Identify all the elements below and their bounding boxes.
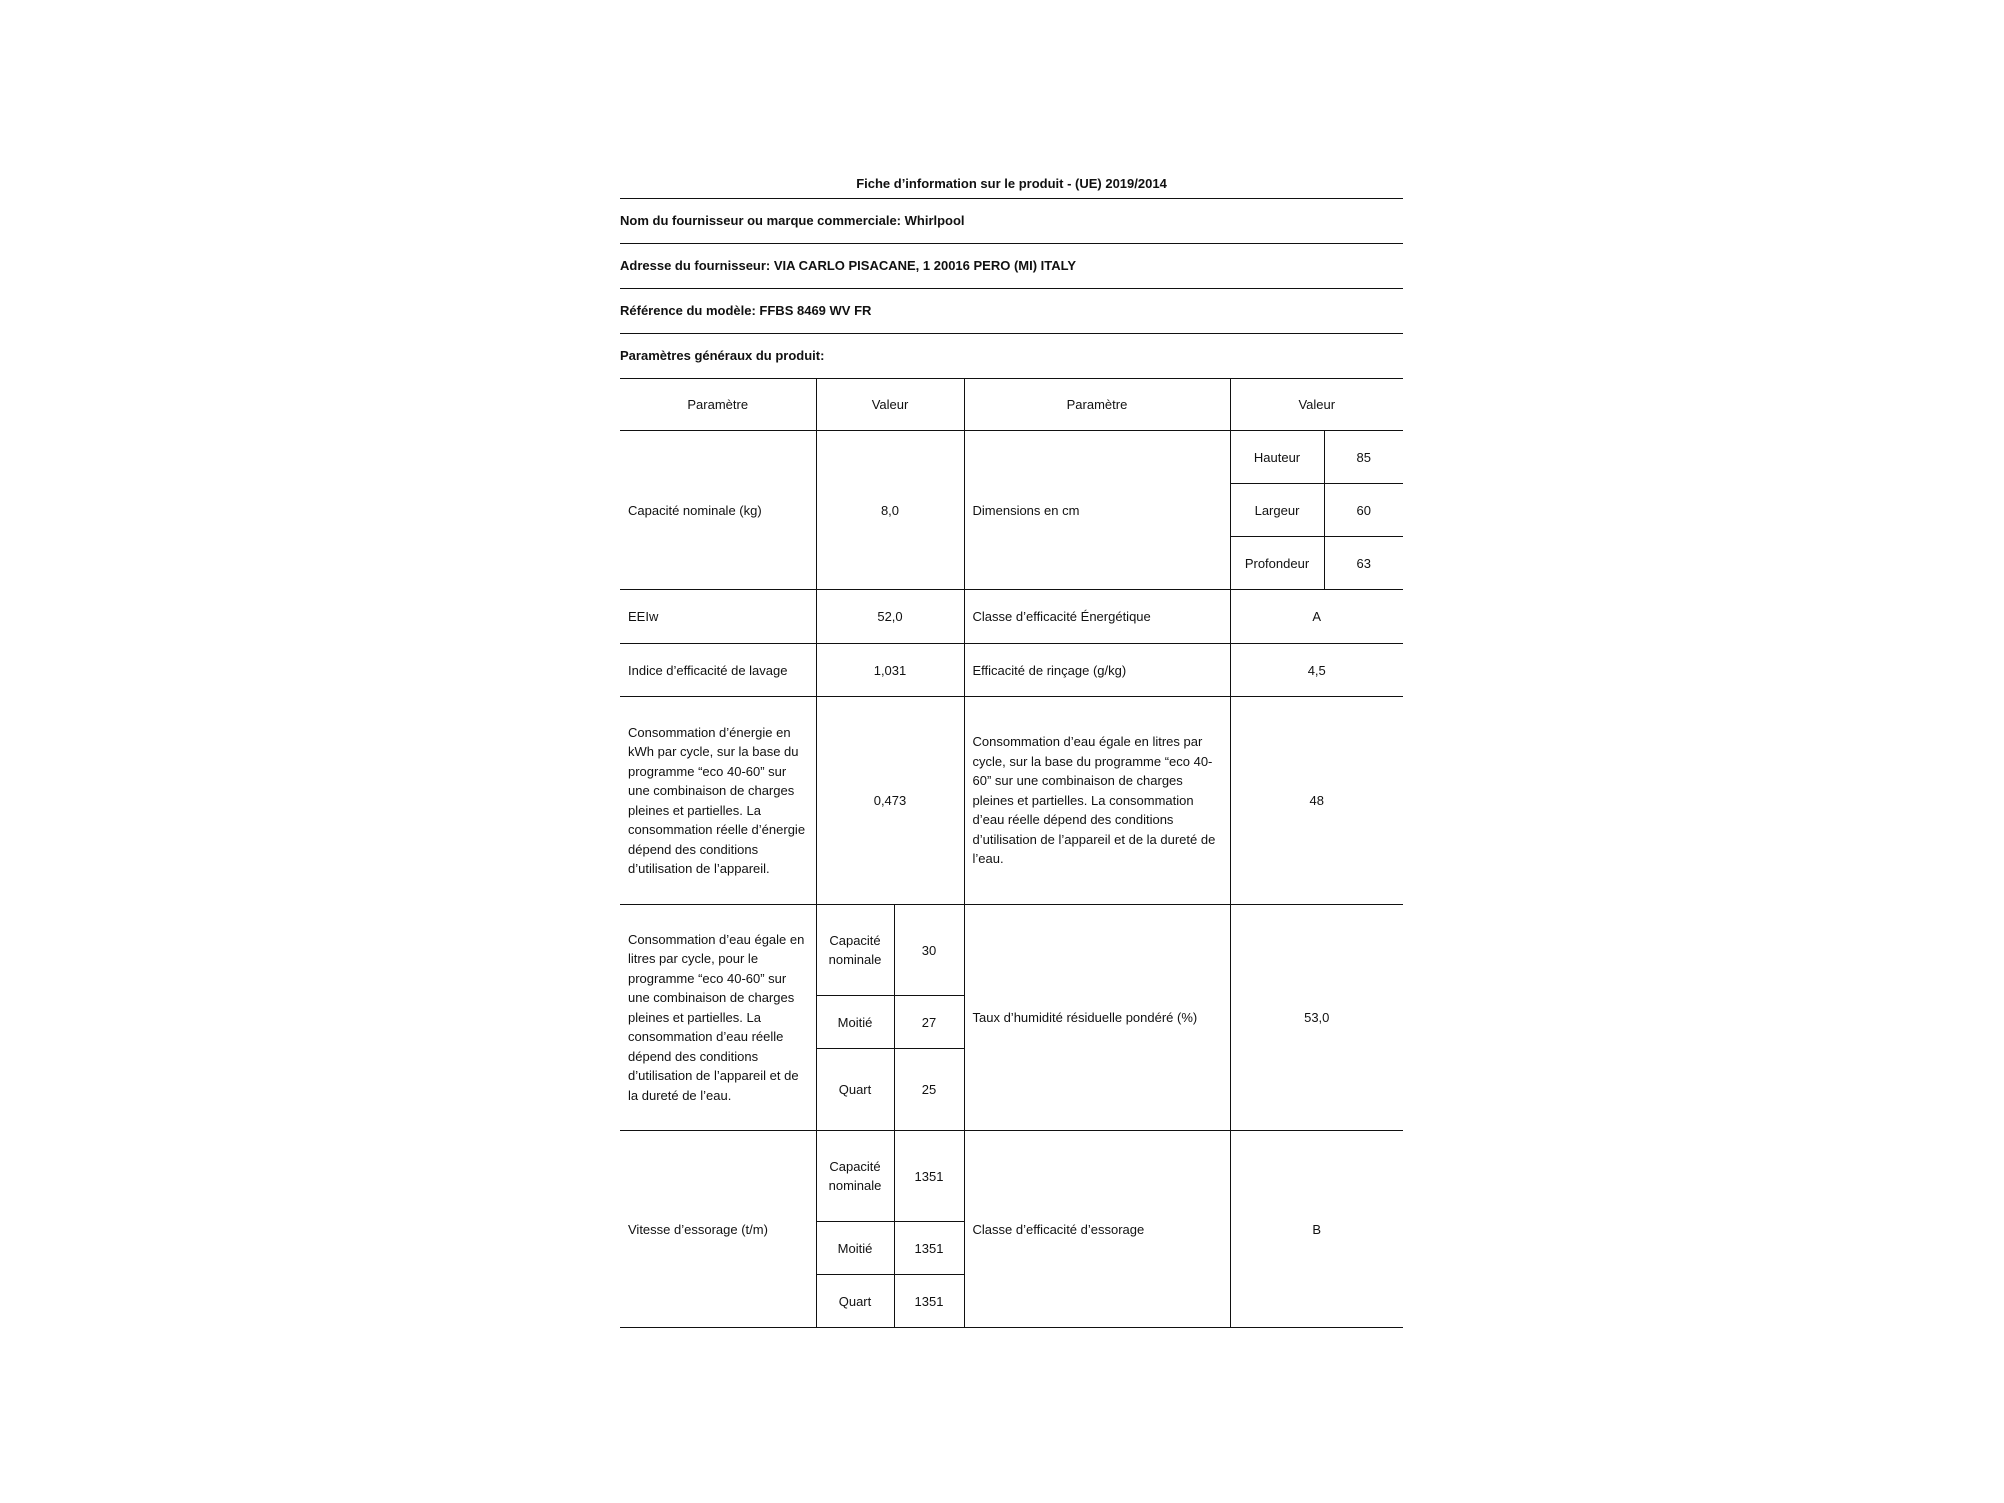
- capacity-label: Capacité nominale (kg): [620, 431, 816, 590]
- header-value-2: Valeur: [1230, 379, 1403, 431]
- table-row: [620, 697, 1403, 905]
- spin-class-label: Classe d’efficacité d’essorage: [964, 1131, 1230, 1328]
- capacity-value: 8,0: [816, 431, 964, 590]
- height-label: Hauteur: [1230, 431, 1324, 484]
- depth-label: Profondeur: [1230, 537, 1324, 590]
- water-consumption-value: 48: [1230, 697, 1403, 905]
- product-info-sheet: [620, 170, 1403, 1328]
- supplier-address-line: Adresse du fournisseur: VIA CARLO PISACANE, 1 20016 PERO (MI) ITALY: [620, 243, 1403, 288]
- water-consumption-label: Consommation d’eau égale en litres par cycle, sur la base du programme “eco 40-60” sur une combinaison de charges pleines et partielles. La consommation d’eau réelle dépend des conditions d’utilisation de l’appareil et de la dureté de l’eau.: [964, 697, 1230, 905]
- eeiw-label: EEIw: [620, 590, 816, 644]
- water-full-label: Capacité nominale: [816, 905, 894, 996]
- spin-full-value: 1351: [894, 1131, 964, 1222]
- water-half-label: Moitié: [816, 996, 894, 1049]
- document-title: Fiche d’information sur le produit - (UE) 2019/2014: [856, 176, 1167, 191]
- depth-value: 63: [1324, 537, 1403, 590]
- header-param: Paramètre: [620, 379, 816, 431]
- spin-quarter-value: 1351: [894, 1275, 964, 1328]
- spin-class-value: B: [1230, 1131, 1403, 1328]
- rinsing-label: Efficacité de rinçage (g/kg): [964, 644, 1230, 697]
- spin-quarter-label: Quart: [816, 1275, 894, 1328]
- table-row: [620, 590, 1403, 644]
- humidity-value: 53,0: [1230, 905, 1403, 1131]
- width-value: 60: [1324, 484, 1403, 537]
- energy-class-label: Classe d’efficacité Énergétique: [964, 590, 1230, 644]
- humidity-label: Taux d’humidité résiduelle pondéré (%): [964, 905, 1230, 1131]
- parameters-table: [620, 378, 1403, 1328]
- width-label: Largeur: [1230, 484, 1324, 537]
- header-value: Valeur: [816, 379, 964, 431]
- table-row: [620, 905, 1403, 996]
- water-quarter-value: 25: [894, 1049, 964, 1131]
- table-row: [620, 644, 1403, 697]
- height-value: 85: [1324, 431, 1403, 484]
- water-half-value: 27: [894, 996, 964, 1049]
- table-row: [620, 431, 1403, 484]
- water-full-value: 30: [894, 905, 964, 996]
- dimensions-label: Dimensions en cm: [964, 431, 1230, 590]
- rinsing-value: 4,5: [1230, 644, 1403, 697]
- spin-half-label: Moitié: [816, 1222, 894, 1275]
- water-per-load-label: Consommation d’eau égale en litres par cycle, pour le programme “eco 40-60” sur une combinaison de charges pleines et partielles. La consommation d’eau réelle dépend des conditions d’utilisation de l’appareil et de la dureté de l’eau.: [620, 905, 816, 1131]
- spin-full-label: Capacité nominale: [816, 1131, 894, 1222]
- washing-index-label: Indice d’efficacité de lavage: [620, 644, 816, 697]
- water-quarter-label: Quart: [816, 1049, 894, 1131]
- energy-consumption-label: Consommation d’énergie en kWh par cycle, sur la base du programme “eco 40-60” sur une combinaison de charges pleines et partielles. La consommation réelle d’énergie dépend des conditions d’utilisation de l’appareil.: [620, 697, 816, 905]
- table-row: [620, 1131, 1403, 1222]
- eeiw-value: 52,0: [816, 590, 964, 644]
- energy-consumption-value: 0,473: [816, 697, 964, 905]
- general-params-heading: Paramètres généraux du produit:: [620, 333, 1403, 378]
- table-header-row: [620, 379, 1403, 431]
- model-reference-line: Référence du modèle: FFBS 8469 WV FR: [620, 288, 1403, 333]
- header-param-2: Paramètre: [964, 379, 1230, 431]
- spin-speed-label: Vitesse d’essorage (t/m): [620, 1131, 816, 1328]
- supplier-name-line: Nom du fournisseur ou marque commerciale: Whirlpool: [620, 198, 1403, 243]
- spin-half-value: 1351: [894, 1222, 964, 1275]
- washing-index-value: 1,031: [816, 644, 964, 697]
- energy-class-value: A: [1230, 590, 1403, 644]
